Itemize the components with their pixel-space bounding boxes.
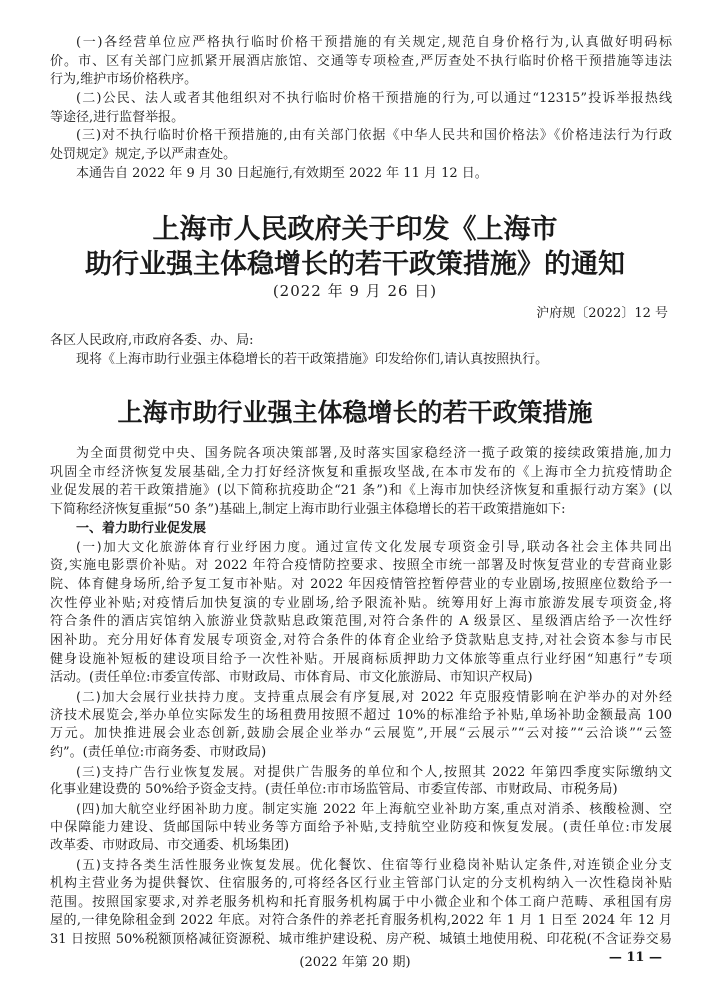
line-text: (一)各经营单位应严格执行临时价格干预措施的有关规定,规范自身价格行为,认真做好明码标 [76, 35, 672, 50]
paragraph-line [50, 632, 672, 651]
line-text: 一、着力助行业促发展 [76, 520, 207, 536]
line-text: 下简称经济恢复重振“50 条”)基础上,制定上海市助行业强主体稳增长的若干政策措施如下: [50, 502, 566, 518]
measure-lead: (二)加大会展行业扶持力度。 [76, 688, 254, 704]
line-text: 通过宣传文化发展专项资金引导,联动各社会主体共同出 [315, 540, 672, 556]
document-number: 沪府规〔2022〕12 号 [536, 306, 668, 321]
paragraph-line [50, 894, 672, 913]
line-text: 等途径,进行监督举报。 [50, 109, 185, 125]
line-text: 为全面贯彻党中央、国务院各项决策部署,及时落实国家稳经济一揽子政策的接续政策措施,加力 [76, 446, 672, 461]
line-text: (三)对不执行临时价格干预措施的,由有关部门依据《中华人民共和国价格法》《价格违法行为行政 [76, 128, 672, 144]
line-text: 处罚规定》规定,予以严肃查处。 [50, 147, 237, 163]
line-text: 优化餐饮、住宿等行业稳岗补贴认定条件,对连锁企业分支 [309, 858, 672, 874]
paragraph-line [50, 351, 672, 370]
line-text: 改革委、市财政局、市交通委、机场集团) [50, 838, 290, 854]
paragraph-line [50, 688, 672, 707]
paragraph-line [50, 482, 672, 501]
line-text: 次性停业补贴;对疫情后加快复演的专业剧场,给予限流补贴。统筹用好上海市旅游发展专项资金,将 [50, 595, 672, 611]
paragraph-line [50, 538, 672, 557]
paragraph-line [50, 34, 672, 53]
line-text: 现将《上海市助行业强主体稳增长的若干政策措施》印发给你们,请认真按照执行。 [76, 351, 549, 367]
paragraph-line [50, 669, 672, 688]
line-text: 机构主营业务为提供餐饮、住宿服务的,可将经各区行业主管部门认定的分支机构纳入一次性稳岗补贴 [50, 875, 672, 891]
paragraph-line [50, 707, 672, 726]
issue-label: (2022 年第 20 期) [299, 955, 411, 970]
line-text: 健身设施补短板的建设项目给予一次性补贴。开展商标质押助力文体旅等重点行业纾困“知惠行”专项 [50, 651, 672, 667]
paragraph-line [50, 912, 672, 931]
line-text: 困补助。充分用好体育发展专项资金,对符合条件的体育企业给予贷款贴息支持,对社会资本参与市民 [50, 632, 672, 648]
paragraph-line [50, 781, 672, 800]
measure-lead: (四)加大航空业纾困补助力度。 [76, 801, 263, 817]
paragraph-line [50, 146, 672, 165]
line-text: 范围。按照国家要求,对养老服务机构和托育服务机构属于中小微企业和个体工商户范畴、承租国有房 [50, 894, 672, 910]
previous-notice-text [50, 34, 672, 184]
line-text: 化事业建设费的 50%给予资金支持。(责任单位:市市场监管局、市委宣传部、市财政局、市税务局) [50, 782, 618, 798]
paragraph-line [50, 613, 672, 632]
paragraph-line [50, 165, 672, 184]
line-text: 济技术展览会,举办单位实际发生的场租费用按照不超过 10%的标准给予补贴,单场补助金额最高 100 [50, 707, 672, 723]
paragraph-line [50, 651, 672, 670]
line-text: 约”。(责任单位:市商务委、市财政局) [50, 745, 267, 760]
line-text: 业促发展的若干政策措施》(以下简称抗疫助企“21 条”)和《上海市加快经济恢复和重振行动方案》(以 [50, 483, 672, 499]
line-text: 31 日按照 50%税额顶格减征资源税、城市维护建设税、房产税、城镇土地使用税、印花税(不含证券交易 [50, 931, 672, 947]
measure-lead: (五)支持各类生活性服务业恢复发展。 [76, 857, 310, 873]
paragraph-line [50, 576, 672, 595]
notice-date: (2022 年 9 月 26 日) [272, 282, 438, 300]
paragraph-line [50, 763, 672, 782]
line-text: 行为,维护市场价格秩序。 [50, 72, 198, 88]
line-text: (二)公民、法人或者其他组织对不执行临时价格干预措施的行为,可以通过“12315”投诉举报热线 [76, 91, 672, 107]
paragraph-line [50, 744, 672, 763]
line-text: 本通告自 2022 年 9 月 30 日起施行,有效期至 2022 年 11 月 12 日。 [76, 165, 488, 181]
paragraph-line [50, 109, 672, 128]
measures-body [50, 445, 672, 950]
paragraph-line [50, 127, 672, 146]
line-text: 屋的,一律免除租金到 2022 年底。对符合条件的养老托育服务机构,2022 年 1 月 1 日至 2024 年 12 月 [50, 913, 672, 929]
paragraph-line [50, 856, 672, 875]
line-text: 支持重点展会有序复展,对 2022 年克服疫情影响在沪举办的对外经 [253, 689, 672, 705]
paragraph-line [50, 819, 672, 838]
paragraph-line [50, 595, 672, 614]
measures-title: 上海市助行业强主体稳增长的若干政策措施 [117, 398, 593, 427]
paragraph-line [50, 445, 672, 464]
paragraph-line [50, 725, 672, 744]
line-text: 中保障能力建设、货邮国际中转业务等方面给予补贴,支持航空业防疫和恢复发展。(责任单位:市发展 [50, 819, 672, 835]
section-heading [50, 520, 672, 539]
line-text: 对提供广告服务的单位和个人,按照其 2022 年第四季度实际缴纳文 [253, 764, 672, 780]
line-text: 价。市、区有关部门应抓紧开展酒店旅馆、交通等专项检查,严厉查处不执行临时价格干预措施等违法 [50, 53, 672, 69]
notice-title [0, 212, 710, 282]
line-text: 符合条件的酒店宾馆纳入旅游业贷款贴息政策范围,对符合条件的 A 级景区、星级酒店给予一次性纾 [50, 614, 672, 630]
paragraph-line [50, 800, 672, 819]
line-text: 制定实施 2022 年上海航空业补助方案,重点对消杀、核酸检测、空 [262, 802, 672, 818]
measure-lead: (三)支持广告行业恢复发展。 [76, 763, 254, 779]
line-text: 万元。加快推进展会业态创新,鼓励会展企业举办“云展览”,开展“云展示”“云对接”“云洽谈”“云签 [50, 726, 672, 742]
line-text: 各区人民政府,市政府各委、办、局: [50, 333, 254, 348]
page-number: — 11 — [608, 950, 662, 965]
paragraph-line [50, 875, 672, 894]
paragraph-line [50, 53, 672, 72]
line-text: 院、体育健身场所,给予复工复市补贴。对 2022 年因疫情管控暂停营业的专业剧场,按照座位数给予一 [50, 576, 672, 592]
line-text: 巩固全市经济恢复发展基础,全力打好经济恢复和重振攻坚战,在本市发布的《上海市全力抗疫情助企 [50, 464, 672, 480]
paragraph-line [50, 464, 672, 483]
paragraph-line [50, 71, 672, 90]
paragraph-line [50, 837, 672, 856]
paragraph-line [50, 332, 672, 351]
paragraph-line [50, 90, 672, 109]
paragraph-line [50, 557, 672, 576]
line-text: 资,实施电影票价补贴。对 2022 年符合疫情防控要求、按照全市统一部署及时恢复营业的专营商业影 [50, 558, 672, 574]
paragraph-line [50, 931, 672, 950]
salutation [50, 332, 672, 369]
notice-title-line: 助行业强主体稳增长的若干政策措施》的通知 [85, 249, 625, 280]
paragraph-line [50, 501, 672, 520]
measure-lead: (一)加大文化旅游体育行业纾困力度。 [76, 539, 316, 555]
line-text: 活动。(责任单位:市委宣传部、市财政局、市体育局、市文化旅游局、市知识产权局) [50, 670, 533, 686]
notice-title-line: 上海市人民政府关于印发《上海市 [152, 214, 558, 245]
